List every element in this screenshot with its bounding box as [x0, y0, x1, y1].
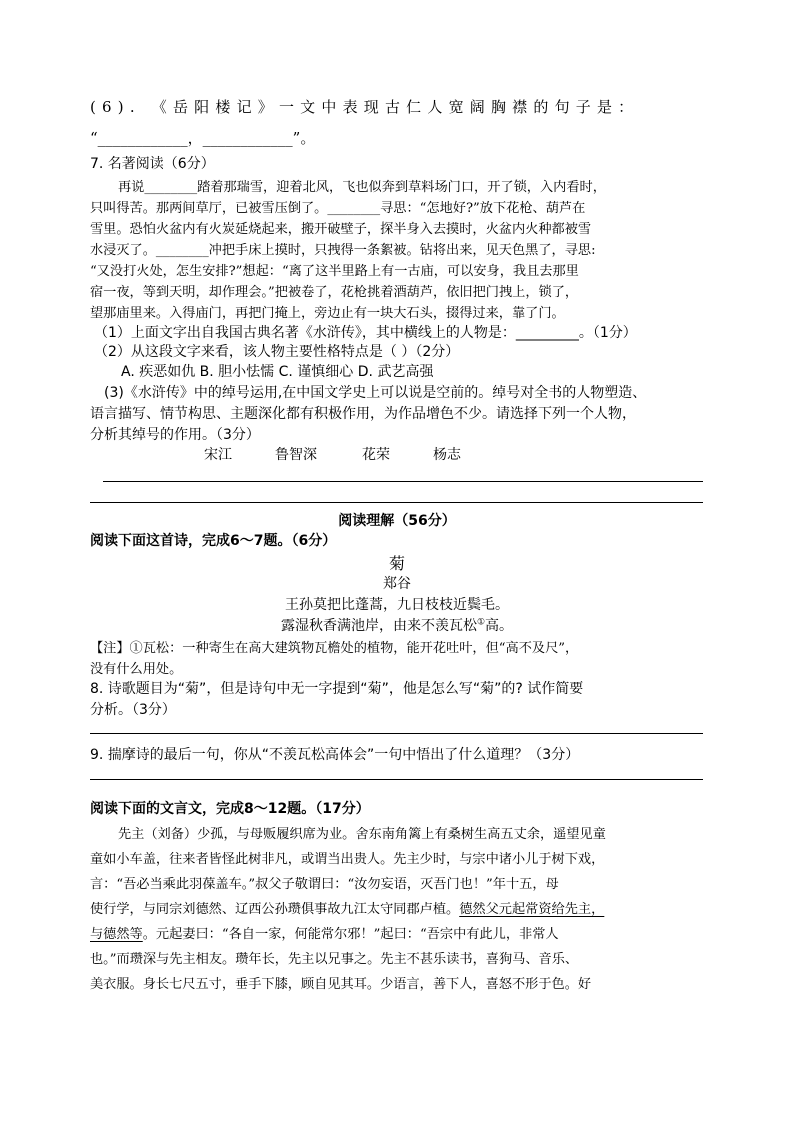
q7-sub-question-2: （2）从这段文字来看，该人物主要性格特点是（ ）（2分） — [94, 344, 460, 360]
q7-passage-line-3: 雪里。恐怕火盆内有火炭延烧起来，搬开破壁子，探半身入去摸时，火盆内火种都被雪 — [90, 222, 592, 237]
prose-line-6: 也。”而瓒深与先主相友。瓒年长，先主以兄事之。先主不甚乐读书，喜狗马、音乐、 — [90, 952, 579, 967]
q7-passage-line-1: 再说________踏着那瑞雪，迎着北风，飞也似奔到草料场门口，开了锁，入内看时， — [118, 180, 606, 195]
q7-sub-question-3-line-2: 语言描写、情节构思、主题深化都有积极作用，为作品增色不少。请选择下列一个人物， — [90, 406, 636, 422]
poem-note-line-2: 没有什么用处。 — [90, 662, 183, 677]
character-option: 杨志 — [433, 447, 461, 463]
answer-line — [90, 779, 703, 780]
q8-line-1: 8. 诗歌题目为“菊”，但是诗句中无一字提到“菊”，他是怎么写“菊”的? 试作简要 — [90, 681, 584, 697]
q7-options: A. 疾恶如仇 B. 胆小怯懦 C. 谨慎细心 D. 武艺高强 — [121, 364, 434, 380]
q7-passage-line-6: 宿一夜，等到天明，却作理会。”把被卷了，花枪挑着酒葫芦，依旧把门拽上，锁了， — [90, 285, 579, 300]
q9: 9. 揣摩诗的最后一句，你从“不羡瓦松高体会”一句中悟出了什么道理？（3分） — [90, 747, 580, 763]
character-option: 花荣 — [362, 447, 390, 463]
prose-line-3: 言：“吾必当乘此羽葆盖车。”叔父子敬谓曰：“汝勿妄语，灭吾门也！”年十五，母 — [90, 877, 559, 892]
prose-instructions: 阅读下面的文言文，完成8～12题。（17分） — [90, 801, 370, 817]
prose-line-4: 使行学，与同宗刘德然、辽西公孙瓒俱事故九江太守同郡卢植。德然父元起常资给先主， — [90, 902, 605, 917]
prose-line-2: 童如小车盖，往来者皆怪此树非凡，或谓当出贵人。先主少时，与宗中诸小儿于树下戏， — [90, 852, 605, 867]
q7-passage-line-7: 望那庙里来。入得庙门，再把门掩上，旁边止有一块大石头，掇得过来，靠了门。 — [90, 306, 565, 321]
poem-author: 郑谷 — [383, 576, 411, 592]
q7-passage-line-4: 水浸灭了。________冲把手床上摸时，只拽得一条絮被。钻将出来，见天色黑了，寻思: — [90, 243, 596, 258]
answer-line — [90, 502, 703, 503]
underlined-sentence: 与德然等 — [90, 927, 143, 942]
prose-line-1: 先主（刘备）少孤，与母贩履织席为业。舍东南角篱上有桑树生高五丈余，遥望见童 — [118, 827, 606, 842]
answer-line — [90, 733, 703, 734]
poem-line-2: 露湿秋香满池岸，由来不羡瓦松①高。 — [280, 617, 514, 634]
section-title: 阅读理解（56分） — [338, 513, 456, 529]
q7-heading: 7. 名著阅读（6分） — [90, 156, 215, 172]
poem-note-line-1: 【注】①瓦松：一种寄生在高大建筑物瓦檐处的植物，能开花吐叶，但“高不及尺”， — [90, 641, 579, 656]
q7-passage-line-5: “又没打火处，怎生安排?”想起：“离了这半里路上有一古庙，可以安身，我且去那里 — [90, 264, 579, 279]
q6-line-1: (6). 《岳阳楼记》一文中表现古仁人宽阔胸襟的句子是： — [90, 98, 640, 116]
q6-line-2: “____________，____________”。 — [90, 129, 316, 147]
answer-line — [103, 481, 703, 482]
underlined-sentence: 德然父元起常资给先主， — [459, 902, 605, 917]
q7-sub-question-3-line-1: (3)《水浒传》中的绰号运用,在中国文学史上可以说是空前的。绰号对全书的人物塑造、 — [104, 385, 647, 401]
prose-line-7: 美衣服。身长七尺五寸，垂手下膝，顾自见其耳。少语言，善下人，喜怒不形于色。好 — [90, 977, 592, 992]
poem-title: 菊 — [388, 554, 405, 573]
q8-line-2: 分析。（3分） — [90, 702, 176, 718]
poem-instructions: 阅读下面这首诗，完成6～7题。（6分） — [90, 533, 337, 549]
q7-sub-question-3-line-3: 分析其绰号的作用。（3分） — [90, 427, 260, 443]
q7-sub-question-1: （1）上面文字出自我国古典名著《水浒传》，其中横线上的人物是：_________。（1分） — [94, 325, 637, 341]
q7-passage-line-2: 只叫得苦。那两间草厅，已被雪压倒了。________寻思：“怎地好?”放下花枪、葫芦在 — [90, 201, 586, 216]
character-option: 宋江 — [204, 447, 232, 463]
poem-line-1: 王孙莫把比蓬蒿，九日枝枝近鬓毛。 — [285, 597, 509, 613]
prose-line-5: 与德然等。元起妻曰：“各自一家，何能常尔邪！”起曰：“吾宗中有此儿，非常人 — [90, 927, 559, 942]
character-option: 鲁智深 — [275, 447, 317, 463]
